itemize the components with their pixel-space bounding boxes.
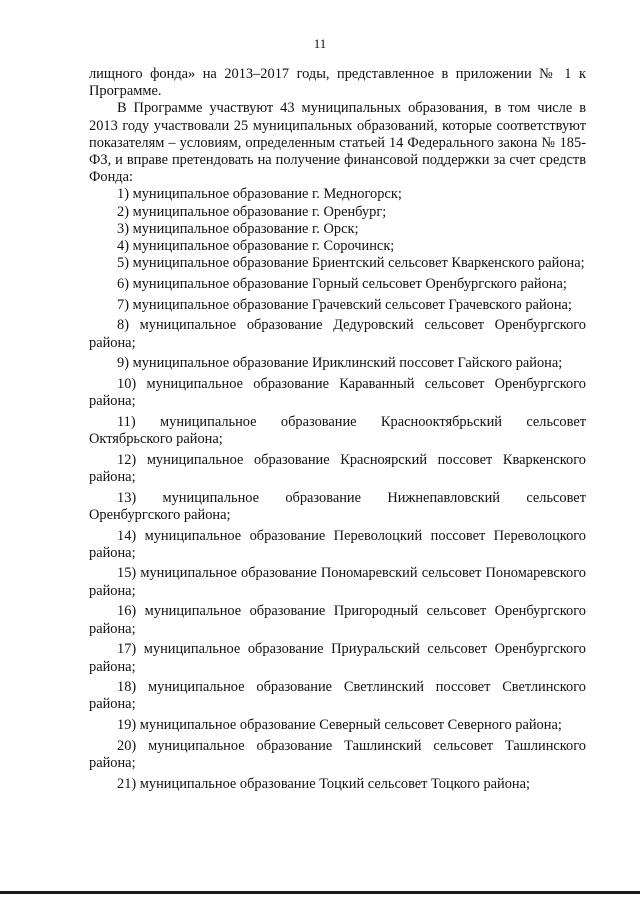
list-item-text: муниципальное образование Приуральский сельсовет Оренбургского района;	[89, 641, 586, 675]
list-item	[89, 738, 586, 772]
list-item-number: 11)	[117, 413, 136, 430]
list-item-number: 14)	[117, 527, 137, 544]
list-item-text: муниципальное образование г. Сорочинск;	[132, 238, 395, 255]
list-item-number: 18)	[117, 679, 137, 696]
list-item-number: 19)	[117, 717, 137, 734]
list-item	[89, 204, 586, 221]
municipality-list	[89, 186, 586, 793]
list-item-number: 17)	[117, 641, 137, 658]
list-item-number: 21)	[117, 775, 137, 792]
list-item-number: 13)	[117, 489, 137, 506]
list-item-number: 12)	[117, 451, 137, 468]
list-item-number: 10)	[117, 375, 137, 392]
list-item-text: муниципальное образование г. Оренбург;	[132, 203, 387, 220]
list-item-number: 4)	[117, 238, 129, 255]
list-item-text: муниципальное образование Пригородный сельсовет Оренбургского района;	[89, 603, 586, 637]
program-paragraph: В Программе участвуют 43 муниципальных образования, в том числе в 2013 году участвовали 25 муниципальных образований, которые соответствуют показателям – условиям, определенным статьей 14 Федерального закона № 185-ФЗ, и вправе претендовать на получение финансовой поддержки за счет средств Фонда:	[89, 100, 586, 186]
list-item	[89, 776, 586, 793]
list-item	[89, 238, 586, 255]
bottom-divider	[0, 891, 640, 894]
list-item-number: 16)	[117, 603, 137, 620]
list-item	[89, 528, 586, 562]
list-item	[89, 490, 586, 524]
list-item-text: муниципальное образование Горный сельсовет Оренбургского района;	[132, 275, 567, 292]
list-item	[89, 565, 586, 599]
list-item-number: 15)	[117, 565, 137, 582]
list-item	[89, 376, 586, 410]
list-item-number: 9)	[117, 355, 129, 372]
list-item-text: муниципальное образование Нижнепавловский сельсовет Оренбургского района;	[89, 489, 586, 523]
intro-continuation: лищного фонда» на 2013–2017 годы, представленное в приложении № 1 к Программе.	[89, 66, 586, 100]
list-item-text: муниципальное образование г. Орск;	[132, 220, 359, 237]
list-item	[89, 679, 586, 713]
list-item-number: 6)	[117, 275, 129, 292]
list-item	[89, 297, 586, 314]
list-item-text: муниципальное образование Северный сельсовет Северного района;	[139, 717, 562, 734]
list-item-text: муниципальное образование Светлинский поссовет Светлинского района;	[89, 679, 586, 713]
list-item-number: 3)	[117, 220, 129, 237]
list-item-text: муниципальное образование Красноярский поссовет Кваркенского района;	[89, 451, 586, 485]
list-item-text: муниципальное образование г. Медногорск;	[132, 186, 402, 203]
list-item	[89, 186, 586, 203]
list-item	[89, 255, 586, 272]
list-item-text: муниципальное образование Караванный сельсовет Оренбургского района;	[89, 375, 586, 410]
list-item-number: 20)	[117, 737, 137, 754]
list-item	[89, 317, 586, 351]
list-item-text: муниципальное образование Грачевский сельсовет Грачевского района;	[132, 296, 572, 313]
list-item-text: муниципальное образование Тоцкий сельсовет Тоцкого района;	[139, 775, 531, 792]
page-number: 11	[313, 36, 327, 51]
list-item	[89, 355, 586, 372]
list-item-number: 8)	[117, 317, 129, 334]
list-item	[89, 414, 586, 448]
list-item	[89, 452, 586, 486]
list-item-number: 2)	[117, 203, 129, 220]
list-item-number: 7)	[117, 296, 129, 313]
list-item-number: 1)	[117, 186, 129, 203]
list-item-text: муниципальное образование Ириклинский поссовет Гайского района;	[132, 355, 563, 372]
list-item-text: муниципальное образование Краснооктябрьский сельсовет Октябрьского района;	[89, 413, 586, 448]
list-item	[89, 221, 586, 238]
list-item	[89, 603, 586, 637]
list-item-text: муниципальное образование Дедуровский сельсовет Оренбургского района;	[89, 317, 587, 351]
list-item	[89, 276, 586, 293]
list-item	[89, 641, 586, 675]
list-item-number: 5)	[117, 255, 129, 272]
list-item-text: муниципальное образование Ташлинский сельсовет Ташлинского района;	[89, 737, 586, 772]
document-body	[89, 66, 586, 796]
list-item-text: муниципальное образование Переволоцкий поссовет Переволоцкого района;	[89, 527, 587, 561]
list-item-text: муниципальное образование Пономаревский сельсовет Пономаревского района;	[89, 565, 586, 599]
list-item	[89, 717, 586, 734]
list-item-text: муниципальное образование Бриентский сельсовет Кваркенского района;	[132, 255, 585, 272]
